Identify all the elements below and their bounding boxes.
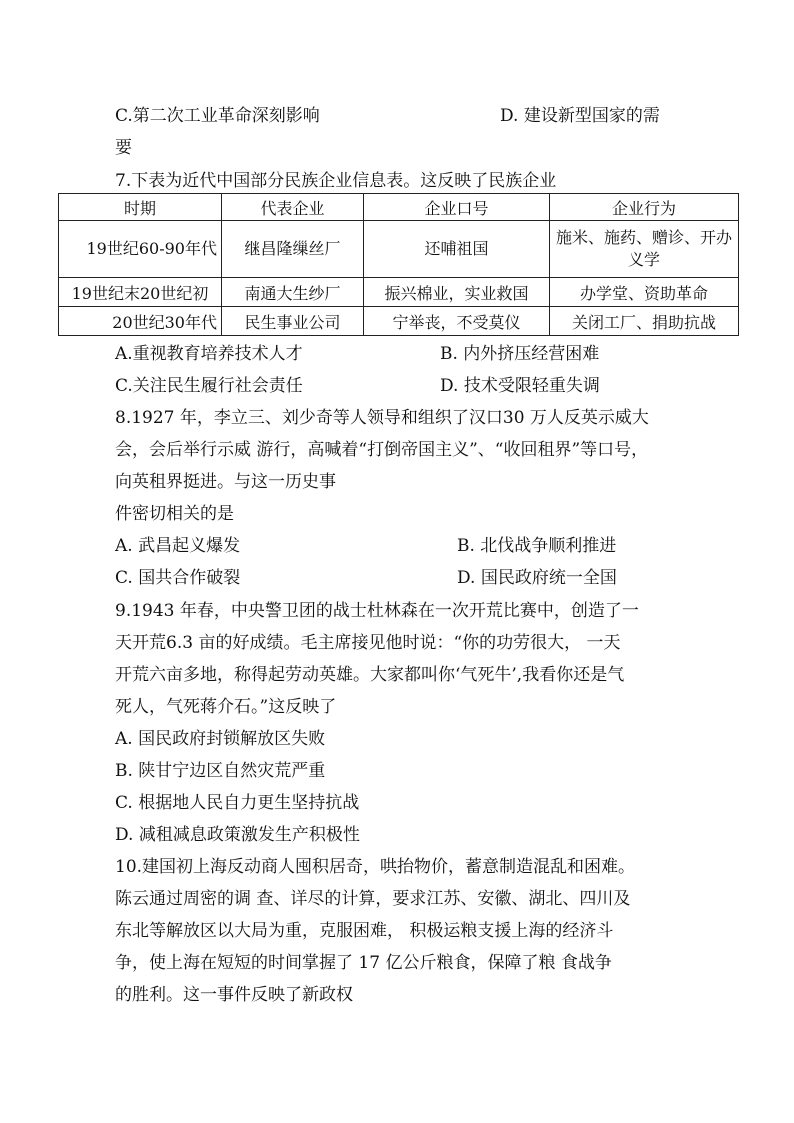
table-row: [59, 278, 739, 307]
q8-option-c: C. 国共合作破裂: [115, 568, 241, 588]
table-cell: 19世纪末20世纪初: [59, 278, 222, 307]
table-cell: 关闭工厂、捐助抗战: [550, 307, 739, 336]
q9-stem-line-3: 开荒六亩多地，称得起劳动英雄。大家都叫你‘气死牛’,我看你还是气: [115, 665, 625, 685]
q7-option-d: D. 技术受限轻重失调: [440, 376, 600, 396]
enterprise-info-table: [58, 193, 739, 336]
table-cell: 振兴棉业，实业救国: [364, 278, 550, 307]
table-header-cell: 时期: [59, 194, 222, 221]
q9-option-c: C. 根据地人民自力更生坚持抗战: [115, 793, 360, 813]
table-cell: 19世纪60-90年代: [59, 221, 222, 278]
q8-stem-line-4: 件密切相关的是: [115, 504, 234, 524]
table-row: [59, 307, 739, 336]
q7-option-a: A.重视教育培养技术人才: [115, 344, 303, 364]
q10-stem-line-4: 争，使上海在短短的时间掌握了 17 亿公斤粮食，保障了粮 食战争: [115, 953, 612, 973]
q8-stem-line-1: 8.1927 年，李立三、刘少奇等人领导和组织了汉口30 万人反英示威大: [115, 408, 649, 428]
table-cell: 继昌隆缫丝厂: [222, 221, 364, 278]
q8-option-b: B. 北伐战争顺利推进: [457, 536, 617, 556]
q7-option-c: C.关注民生履行社会责任: [115, 376, 303, 396]
q9-option-d: D. 减租减息政策激发生产积极性: [115, 825, 360, 845]
q9-option-a: A. 国民政府封锁解放区失败: [115, 729, 326, 749]
q6-option-d: D. 建设新型国家的需: [500, 106, 660, 126]
q9-stem-line-2: 天开荒6.3 亩的好成绩。毛主席接见他时说：“你的功劳很大， 一天: [115, 633, 621, 653]
table-cell: 民生事业公司: [222, 307, 364, 336]
table-cell: 宁举丧，不受莫仪: [364, 307, 550, 336]
q7-option-b: B. 内外挤压经营困难: [440, 344, 600, 364]
q6-option-d-cont: 要: [115, 138, 132, 158]
table-header-row: [59, 194, 739, 221]
q8-stem-line-2: 会，会后举行示威 游行，高喊着“打倒帝国主义”、“收回租界”等口号，: [115, 440, 649, 460]
q7-stem: 7.下表为近代中国部分民族企业信息表。这反映了民族企业: [115, 171, 557, 191]
q10-stem-line-5: 的胜利。这一事件反映了新政权: [115, 985, 353, 1005]
q8-option-a: A. 武昌起义爆发: [115, 536, 241, 556]
q8-stem-line-3: 向英租界挺进。与这一历史事: [115, 472, 336, 492]
table-row: [59, 221, 739, 278]
table-header-cell: 企业行为: [550, 194, 739, 221]
table-cell: 办学堂、资助革命: [550, 278, 739, 307]
q9-stem-line-4: 死人，气死蒋介石。”这反映了: [115, 697, 337, 717]
table-cell: 施米、施药、赠诊、开办义学: [550, 221, 739, 278]
table-cell: 南通大生纱厂: [222, 278, 364, 307]
q10-stem-line-2: 陈云通过周密的调 查、详尽的计算，要求江苏、安徽、湖北、四川及: [115, 889, 631, 909]
q10-stem-line-3: 东北等解放区以大局为重，克服困难， 积极运粮支援上海的经济斗: [115, 921, 614, 941]
table-header-cell: 企业口号: [364, 194, 550, 221]
q8-option-d: D. 国民政府统一全国: [457, 568, 617, 588]
q9-option-b: B. 陕甘宁边区自然灾荒严重: [115, 761, 326, 781]
q6-option-c: C.第二次工业革命深刻影响: [115, 106, 320, 126]
q9-stem-line-1: 9.1943 年春，中央警卫团的战士杜林森在一次开荒比赛中，创造了一: [115, 601, 639, 621]
table-header-cell: 代表企业: [222, 194, 364, 221]
table-cell: 还哺祖国: [364, 221, 550, 278]
q10-stem-line-1: 10.建国初上海反动商人囤积居奇，哄抬物价，蓄意制造混乱和困难。: [115, 857, 636, 877]
table-cell: 20世纪30年代: [59, 307, 222, 336]
